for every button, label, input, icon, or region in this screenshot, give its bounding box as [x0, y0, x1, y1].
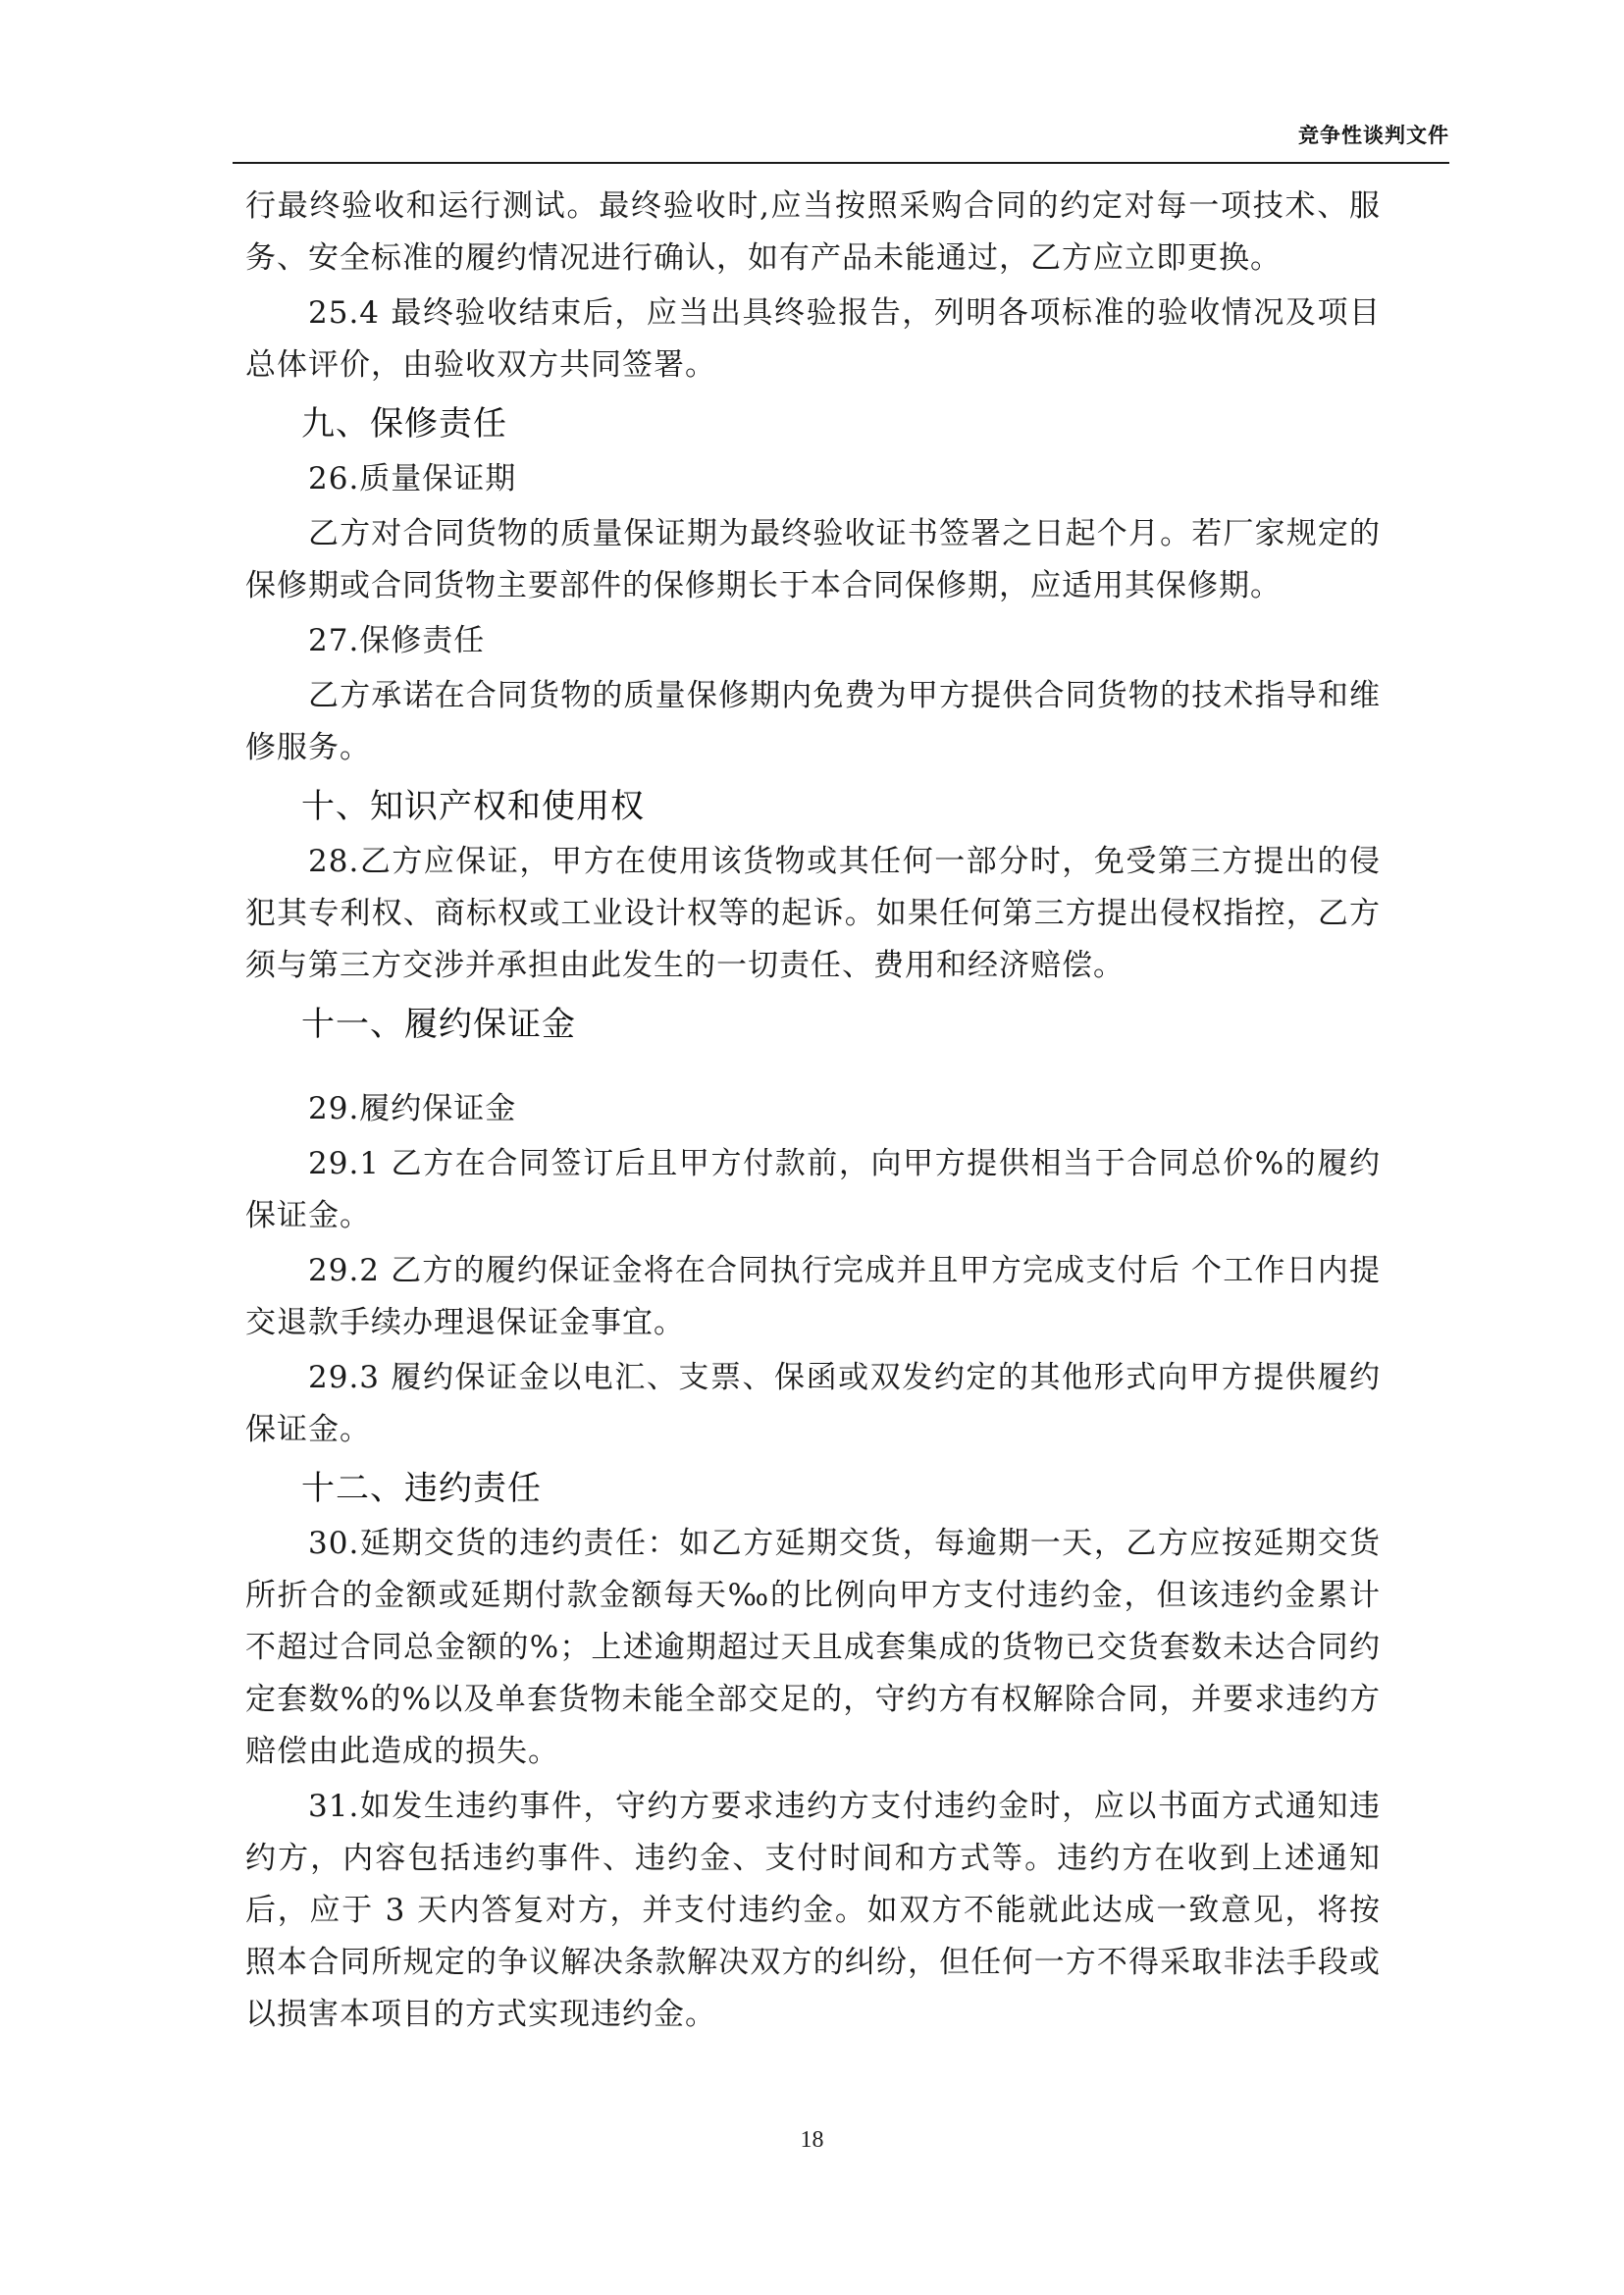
paragraph-25-4: 25.4 最终验收结束后，应当出具终验报告，列明各项标准的验收情况及项目总体评价，由验收双方共同签署。: [245, 295, 1381, 383]
paragraph-27-body: 乙方承诺在合同货物的质量保修期内免费为甲方提供合同货物的技术指导和维修服务。: [245, 678, 1381, 765]
document-header-title: 竞争性谈判文件: [1298, 124, 1449, 147]
section-heading-breach-liability: 十二、违约责任: [301, 1469, 542, 1508]
header-divider: [233, 162, 1449, 164]
paragraph-30: 30.延期交货的违约责任：如乙方延期交货，每逾期一天，乙方应按延期交货所折合的金额或延期付款金额每天‰的比例向甲方支付违约金，但该违约金累计不超过合同总金额的%；上述逾期超过天且成套集成的货物已交货套数未达合同约定套数%的%以及单套货物未能全部交足的，守约方有权解除合同，并要求违约方赔偿由此造成的损失。: [245, 1526, 1381, 1769]
clause-29-title: 29.履约保证金: [308, 1091, 517, 1126]
page-number: 18: [800, 2127, 824, 2153]
paragraph-31: 31.如发生违约事件，守约方要求违约方支付违约金时，应以书面方式通知违约方，内容包括违约事件、违约金、支付时间和方式等。违约方在收到上述通知后，应于 3 天内答复对方，并支付违约金。如双方不能就此达成一致意见，将按照本合同所规定的争议解决条款解决双方的纠纷，但任何一方不得采取非法手段或以损害本项目的方式实现违约金。: [245, 1789, 1381, 2032]
paragraph-29-3: 29.3 履约保证金以电汇、支票、保函或双发约定的其他形式向甲方提供履约保证金。: [245, 1360, 1381, 1447]
paragraph-29-2: 29.2 乙方的履约保证金将在合同执行完成并且甲方完成支付后 个工作日内提交退款手续办理退保证金事宜。: [245, 1253, 1381, 1340]
section-heading-warranty: 九、保修责任: [301, 404, 507, 443]
paragraph-29-1: 29.1 乙方在合同签订后且甲方付款前，向甲方提供相当于合同总价%的履约保证金。: [245, 1146, 1381, 1233]
clause-26-title: 26.质量保证期: [308, 461, 517, 496]
section-heading-ip-rights: 十、知识产权和使用权: [301, 787, 645, 826]
paragraph-final-acceptance: 行最终验收和运行测试。最终验收时,应当按照采购合同的约定对每一项技术、服务、安全标准的履约情况进行确认，如有产品未能通过，乙方应立即更换。: [245, 188, 1381, 276]
paragraph-26-body: 乙方对合同货物的质量保证期为最终验收证书签署之日起个月。若厂家规定的保修期或合同货物主要部件的保修期长于本合同保修期，应适用其保修期。: [245, 516, 1381, 603]
document-body: [245, 181, 1381, 2044]
section-heading-performance-bond: 十一、履约保证金: [301, 1005, 576, 1044]
clause-27-title: 27.保修责任: [308, 623, 486, 658]
paragraph-28: 28.乙方应保证，甲方在使用该货物或其任何一部分时，免受第三方提出的侵犯其专利权、商标权或工业设计权等的起诉。如果任何第三方提出侵权指控，乙方须与第三方交涉并承担由此发生的一切责任、费用和经济赔偿。: [245, 844, 1381, 983]
